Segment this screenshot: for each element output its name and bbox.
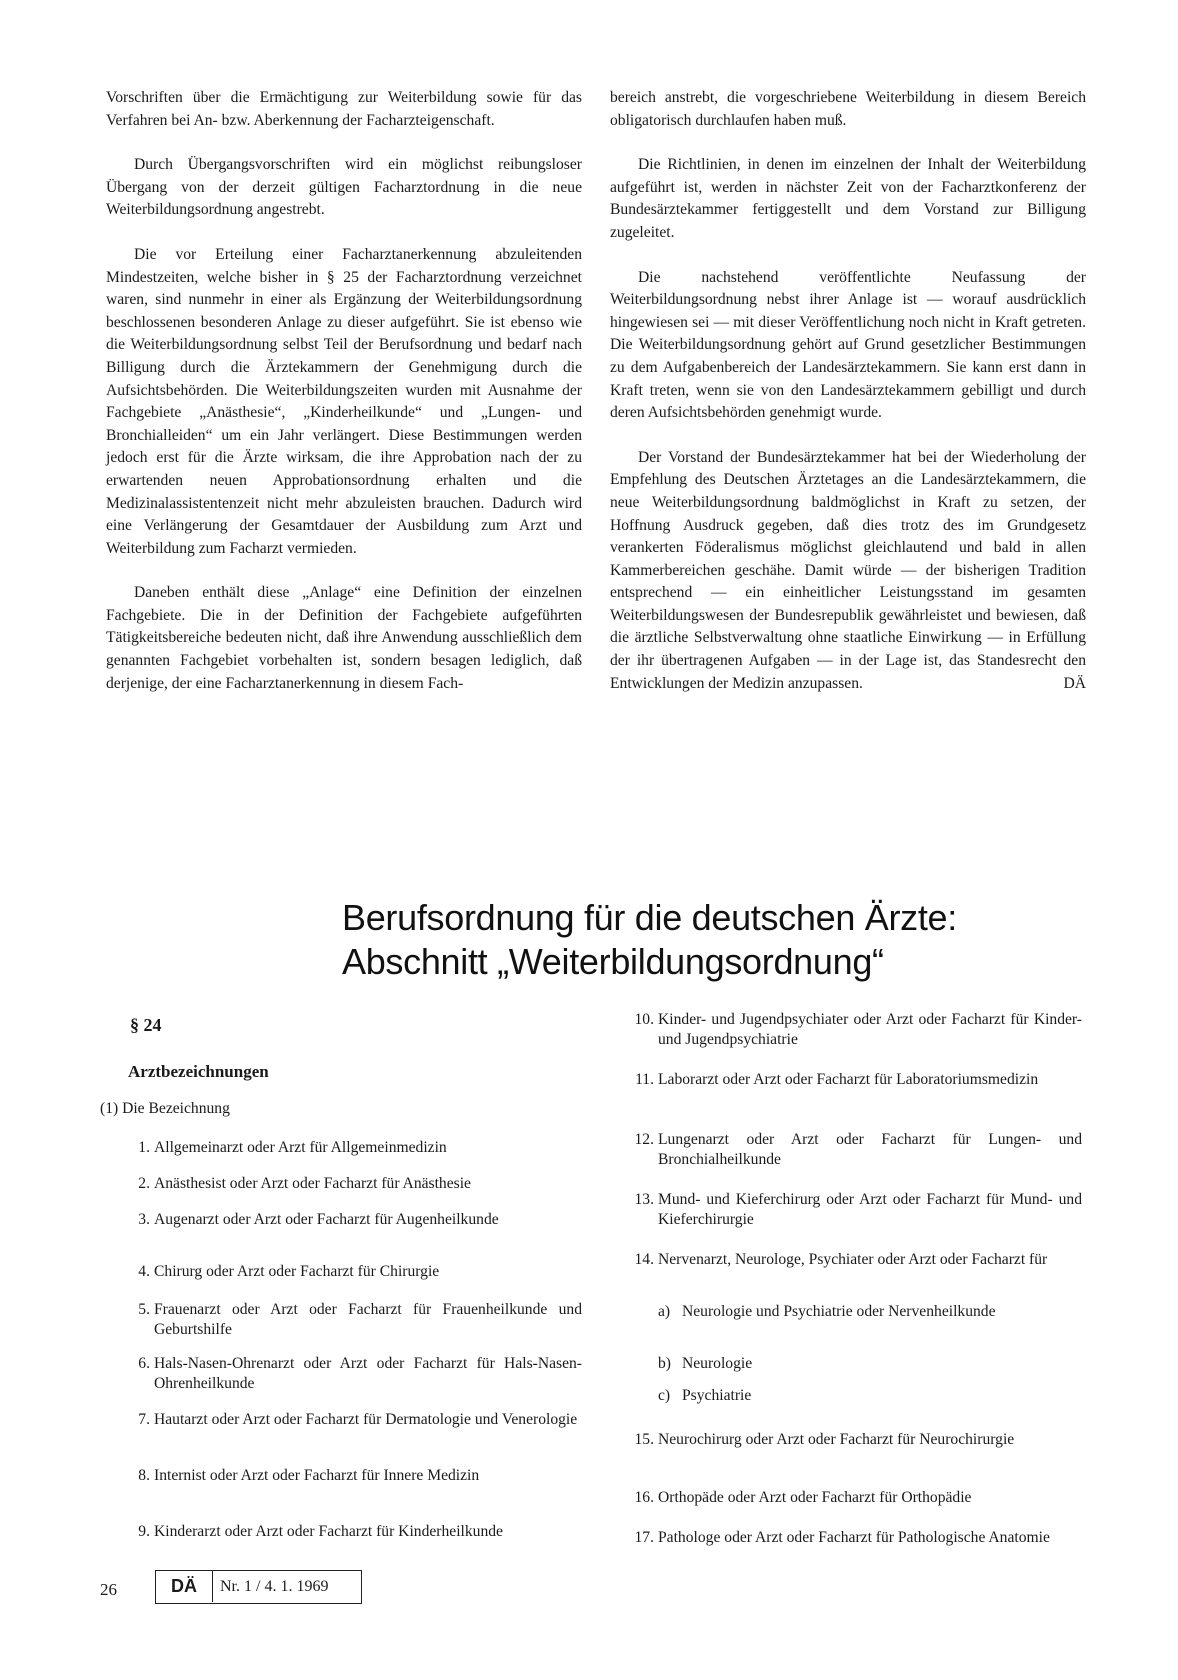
author-signature: DÄ bbox=[1063, 674, 1086, 692]
list-item-text: Kinderarzt oder Arzt oder Facharzt für Kinderheilkunde bbox=[154, 1523, 503, 1540]
article-column-right bbox=[610, 87, 1086, 717]
journal-issue: Nr. 1 / 4. 1. 1969 bbox=[220, 1578, 329, 1595]
list-item-text: Pathologe oder Arzt oder Facharzt für Pathologische Anatomie bbox=[658, 1529, 1050, 1546]
list-item-text: Internist oder Arzt oder Facharzt für Innere Medizin bbox=[154, 1467, 480, 1484]
section-title: Arztbezeichnungen bbox=[128, 1062, 269, 1081]
list-item-number: 13. bbox=[634, 1191, 654, 1208]
list-item-text: Augenarzt oder Arzt oder Facharzt für Augenheilkunde bbox=[154, 1211, 499, 1228]
sub-item-label: a) bbox=[658, 1303, 671, 1320]
headline-line-2: Abschnitt „Weiterbildungsordnung“ bbox=[342, 941, 884, 982]
sub-item-text: Neurologie bbox=[682, 1355, 753, 1372]
designation-list-left bbox=[106, 1138, 582, 1568]
list-item-text: Frauenarzt oder Arzt oder Facharzt für Frauenheilkunde und Geburtshilfe bbox=[154, 1301, 582, 1338]
headline bbox=[342, 896, 1102, 984]
list-item-text: Orthopäde oder Arzt oder Facharzt für Orthopädie bbox=[658, 1489, 972, 1506]
list-item-number: 11. bbox=[635, 1071, 654, 1088]
list-item-number: 8. bbox=[138, 1467, 150, 1484]
list-item-number: 15. bbox=[634, 1431, 654, 1448]
list-item-text: Laborarzt oder Arzt oder Facharzt für Laboratoriumsmedizin bbox=[658, 1071, 1039, 1088]
list-item-number: 6. bbox=[138, 1355, 150, 1372]
list-item-number: 7. bbox=[138, 1411, 150, 1428]
sub-item-label: b) bbox=[658, 1355, 671, 1372]
list-item-text: Allgemeinarzt oder Arzt für Allgemeinmedizin bbox=[154, 1139, 447, 1156]
list-item-text: Neurochirurg oder Arzt oder Facharzt für Neurochirurgie bbox=[658, 1431, 1015, 1448]
list-item-number: 16. bbox=[634, 1489, 654, 1506]
sub-item-text: Psychiatrie bbox=[682, 1387, 752, 1404]
paragraph: Die nachstehend veröffentlichte Neufassung der Weiterbildungsordnung nebst ihrer Anlage ist — worauf ausdrücklich hingewiesen sei — mit dieser Veröffentlichung noch nicht in Kraft getreten. Die Weiterbildungsordnung gehört auf Grund gesetzlicher Bestimmungen zu dem Aufgabenbereich der Landesärztekammern. Sie kann erst dann in Kraft treten, wenn sie von den Landesärztekammern gebilligt und durch deren Aufsichtsbehörden genehmigt wurde. bbox=[610, 268, 1086, 422]
list-item-text: Nervenarzt, Neurologe, Psychiater oder Arzt oder Facharzt für bbox=[658, 1251, 1048, 1268]
page-footer bbox=[100, 1570, 390, 1610]
list-item-text: Chirurg oder Arzt oder Facharzt für Chirurgie bbox=[154, 1263, 440, 1280]
list-item-number: 5. bbox=[138, 1301, 150, 1318]
sub-item-label: c) bbox=[658, 1387, 671, 1404]
paragraph-with-signature bbox=[610, 447, 1086, 696]
journal-logo: DÄ bbox=[156, 1571, 213, 1602]
section-intro: (1) Die Bezeichnung bbox=[100, 1100, 230, 1117]
list-item-text: Anästhesist oder Arzt oder Facharzt für Anästhesie bbox=[154, 1175, 471, 1192]
journal-issue-box bbox=[155, 1570, 362, 1604]
paragraph: Daneben enthält diese „Anlage“ eine Definition der einzelnen Fachgebiete. Die in der Definition der Fachgebiete aufgeführten Tätigkeitsbereiche bedeuten nicht, daß ihre Anwendung ausschließlich dem genannten Fachgebiet vorbehalten ist, sondern besagen lediglich, daß derjenige, der eine Facharztanerkennung in diesem Fach- bbox=[106, 584, 582, 692]
list-item-text: Hautarzt oder Arzt oder Facharzt für Dermatologie und Venerologie bbox=[154, 1411, 578, 1428]
headline-line-1: Berufsordnung für die deutschen Ärzte: bbox=[342, 897, 957, 938]
paragraph: Der Vorstand der Bundesärztekammer hat bei der Wiederholung der Empfehlung des Deutschen Ärztetages an die Landesärztekammern, die neue Weiterbildungsordnung baldmöglichst in Kraft zu setzen, der Hoffnung Ausdruck gegeben, daß dies trotz des im Grundgesetz verankerten Föderalismus möglichst gleichlautend und bald in allen Kammerbereichen geschähe. Damit würde — der bisherigen Tradition entsprechend — ein einheitlicher Leistungsstand im gesamten Weiterbildungswesen der Bundesrepublik gewährleistet und bewiesen, daß die ärztliche Selbstverwaltung ohne staatliche Einwirkung — in Erfüllung der ihr übertragenen Aufgaben — in der Lage ist, das Standesrecht den Entwicklungen der Medizin anzupassen. bbox=[610, 448, 1086, 692]
sub-item-text: Neurologie und Psychiatrie oder Nervenheilkunde bbox=[682, 1303, 996, 1320]
paragraph: bereich anstrebt, die vorgeschriebene Weiterbildung in diesem Bereich obligatorisch durchlaufen haben muß. bbox=[610, 89, 1086, 129]
list-item-text: Lungenarzt oder Arzt oder Facharzt für Lungen- und Bronchialheilkunde bbox=[658, 1131, 1082, 1168]
list-item-number: 1. bbox=[138, 1139, 150, 1156]
list-item-text: Mund- und Kieferchirurg oder Arzt oder Facharzt für Mund- und Kieferchirurgie bbox=[658, 1191, 1082, 1228]
list-item-number: 2. bbox=[138, 1175, 150, 1192]
list-item-number: 17. bbox=[634, 1529, 654, 1546]
list-item-number: 4. bbox=[138, 1263, 150, 1280]
paragraph: Die vor Erteilung einer Facharztanerkennung abzuleitenden Mindestzeiten, welche bisher in § 25 der Facharztordnung verzeichnet waren, sind nunmehr in einer als Ergänzung der Weiterbildungsordnung beschlossenen besonderen Anlage zu dieser aufgeführt. Sie ist ebenso wie die Weiterbildungsordnung selbst Teil der Berufsordnung und bedarf nach Billigung durch die Ärztekammern der Genehmigung durch die Aufsichtsbehörden. Die Weiterbildungszeiten wurden mit Ausnahme der Fachgebiete „Anästhesie“, „Kinderheilkunde“ und „Lungen- und Bronchialleiden“ um ein Jahr verlängert. Diese Bestimmungen werden jedoch erst für die Ärzte wirksam, die ihre Approbation nach der zu erwartenden neuen Approbationsordnung erhalten und die Medizinalassistentenzeit nicht mehr abzuleisten brauchen. Dadurch wird eine Verlängerung der Gesamtdauer der Ausbildung zum Arzt und Weiterbildung zum Facharzt vermieden. bbox=[106, 245, 582, 557]
list-item-text: Hals-Nasen-Ohrenarzt oder Arzt oder Facharzt für Hals-Nasen-Ohrenheilkunde bbox=[154, 1355, 582, 1392]
paragraph: Die Richtlinien, in denen im einzelnen der Inhalt der Weiterbildung aufgeführt ist, werden in nächster Zeit von der Facharztkonferenz der Bundesärztekammer fertiggestellt und dem Vorstand zur Billigung zugeleitet. bbox=[610, 156, 1086, 241]
list-item-number: 3. bbox=[138, 1211, 150, 1228]
designation-list-right bbox=[610, 1010, 1082, 1570]
page-number: 26 bbox=[100, 1580, 117, 1599]
paragraph: Vorschriften über die Ermächtigung zur Weiterbildung sowie für das Verfahren bei An- bzw. Aberkennung der Facharzteigenschaft. bbox=[106, 89, 582, 129]
list-item-number: 14. bbox=[634, 1251, 654, 1268]
article-column-left bbox=[106, 87, 582, 717]
paragraph: Durch Übergangsvorschriften wird ein möglichst reibungsloser Übergang von der derzeit gültigen Facharztordnung in die neue Weiterbildungsordnung angestrebt. bbox=[106, 156, 582, 219]
section-number: § 24 bbox=[130, 1015, 162, 1035]
list-item-number: 10. bbox=[634, 1011, 654, 1028]
list-item-number: 12. bbox=[634, 1131, 654, 1148]
list-item-number: 9. bbox=[138, 1523, 150, 1540]
list-item-text: Kinder- und Jugendpsychiater oder Arzt oder Facharzt für Kinder- und Jugendpsychiatrie bbox=[658, 1011, 1082, 1048]
